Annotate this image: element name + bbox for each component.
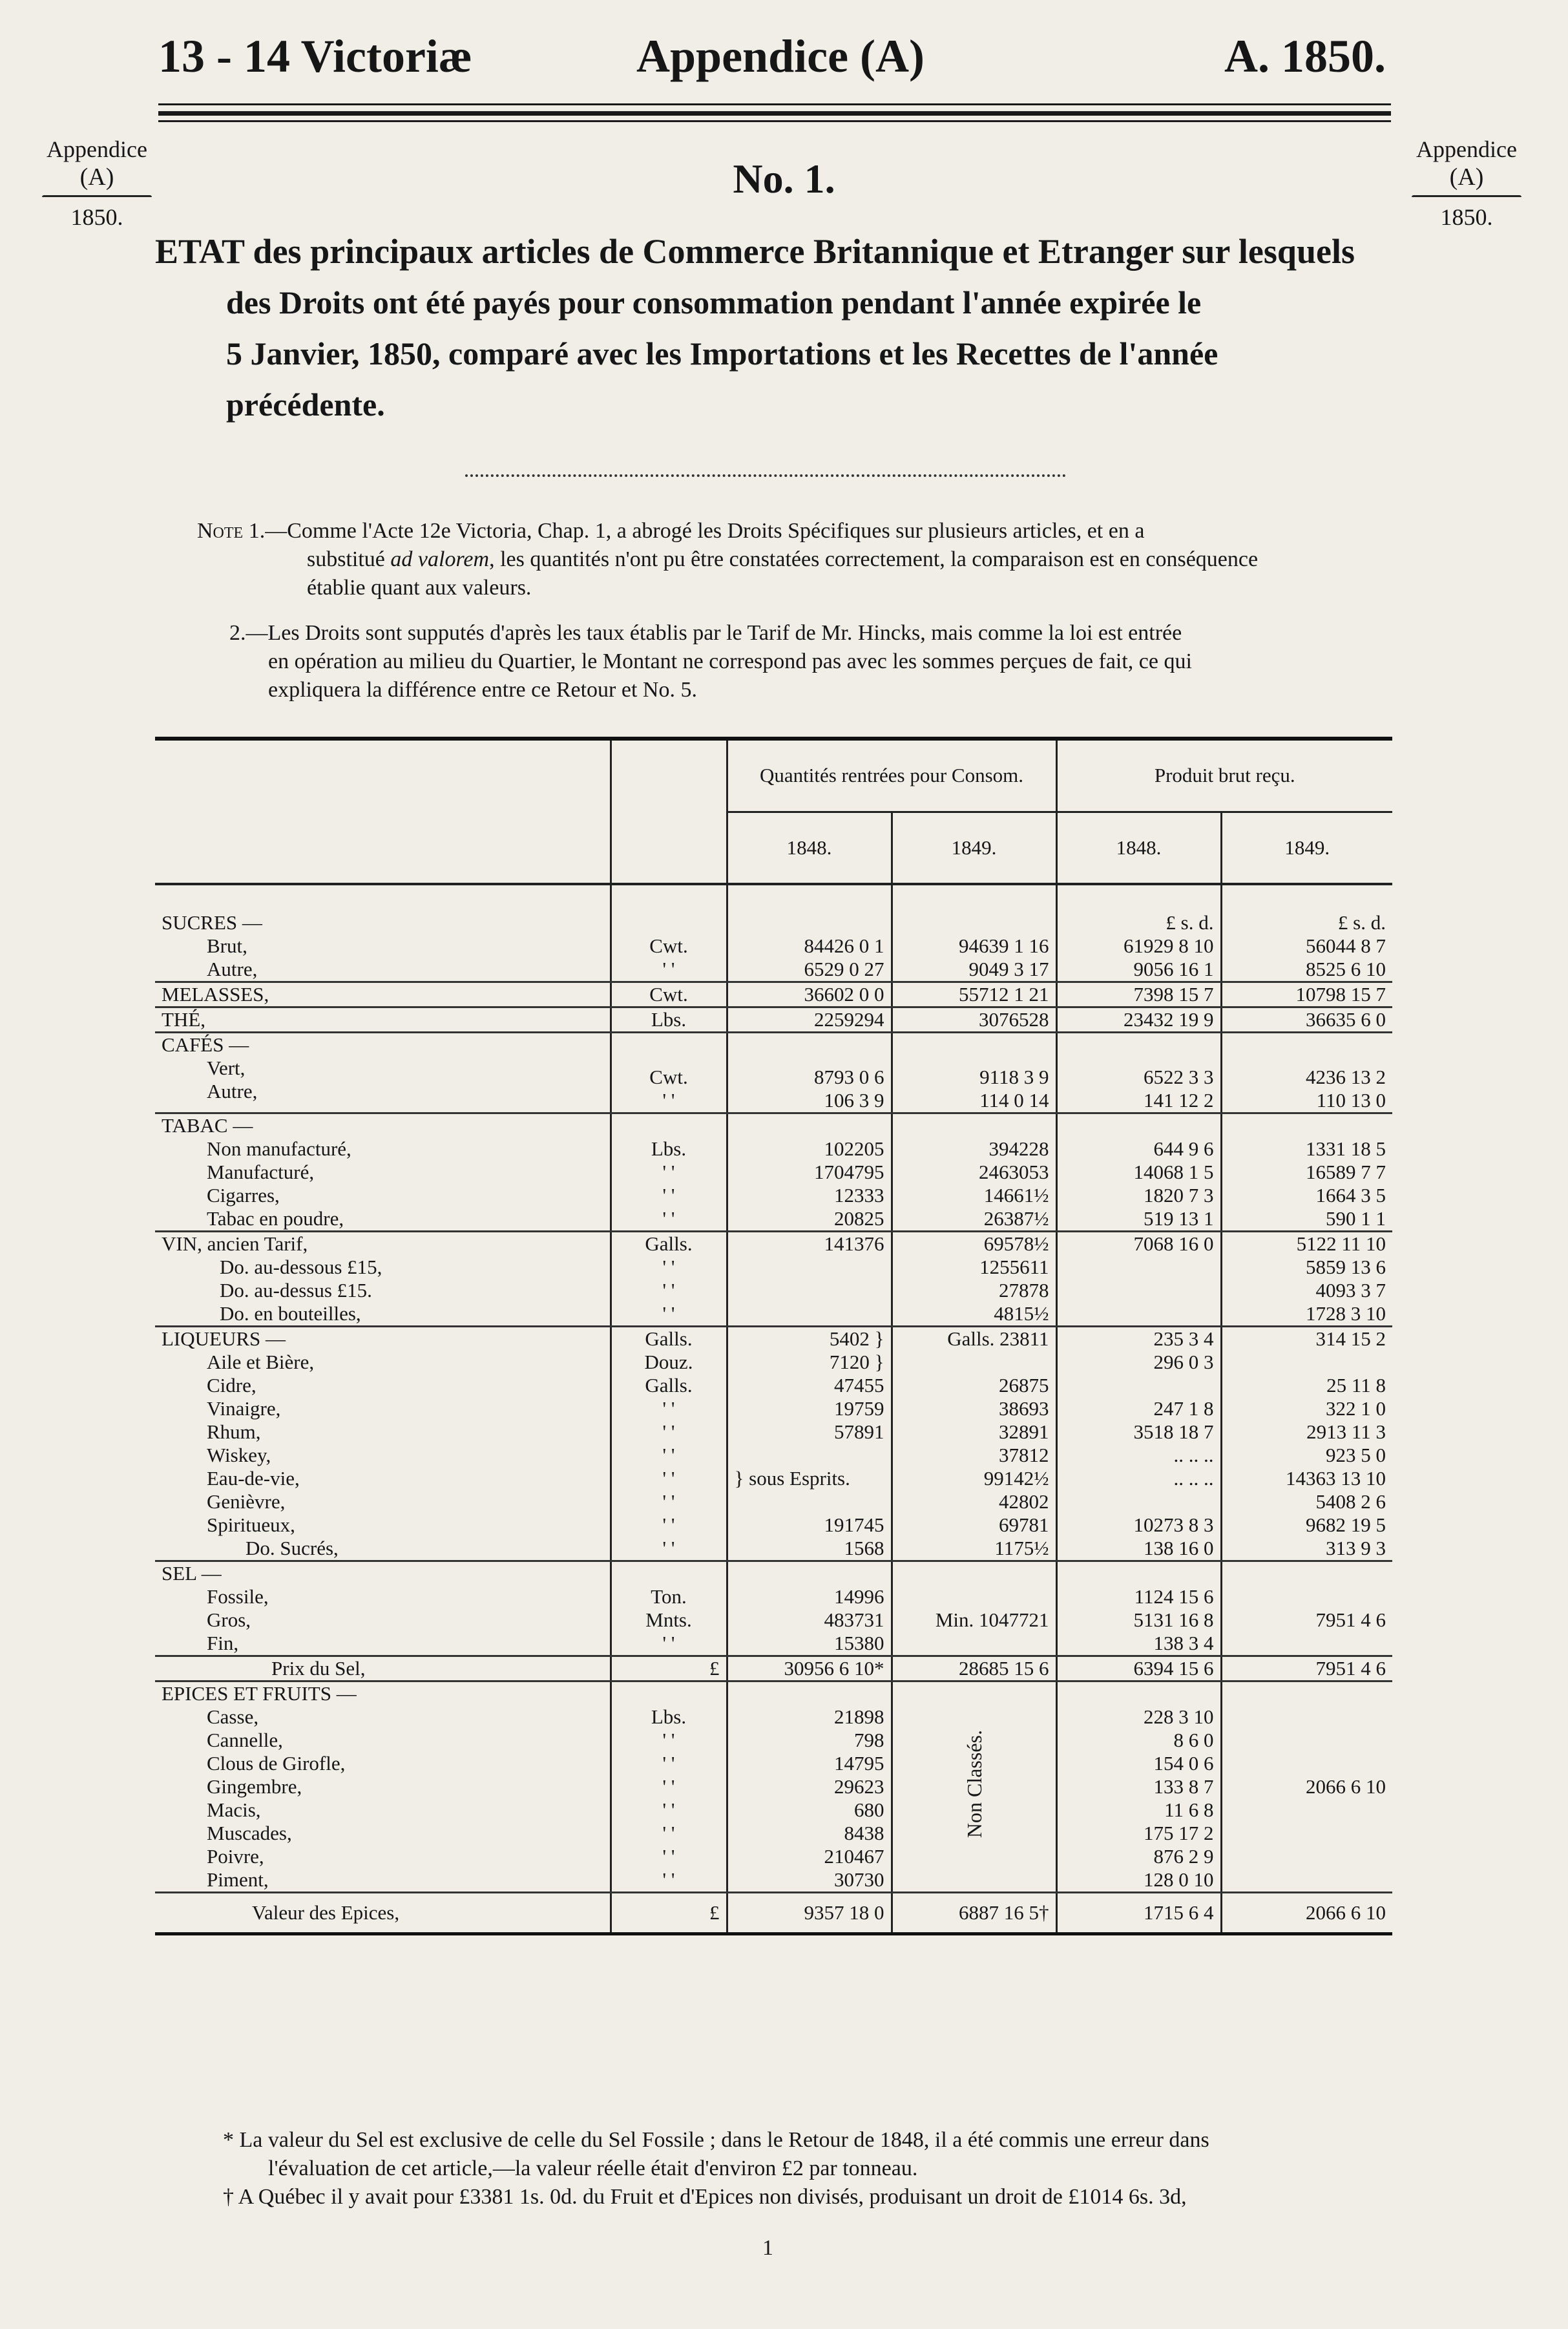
money-header: £ s. d. [1337,911,1386,934]
cell: 30730 [834,1868,884,1891]
cell: 210467 [824,1845,884,1868]
unit: ' ' [662,1444,675,1466]
table-year-row [155,812,1392,884]
row-label: Cigarres, [207,1184,280,1207]
cell: } sous Esprits. [734,1467,850,1490]
row-label: Fossile, [207,1585,269,1608]
row-label: Gros, [207,1608,251,1631]
cell: 10798 15 7 [1221,982,1392,1007]
cell: 7120 } [829,1351,884,1373]
cell: 20825 [834,1207,884,1230]
row-label: Do. au-dessus £15. [220,1279,372,1302]
row-label: Do. au-dessous £15, [220,1256,382,1278]
margin-letter: (A) [1449,163,1484,191]
cell: 1704795 [814,1161,884,1183]
note-1-line-2b: , les quantités n'ont pu être constatées correctement, la comparaison est en conséquence [489,547,1259,571]
page-number: 1 [762,2236,773,2260]
unit: ' ' [662,1161,675,1183]
unit: ' ' [662,1845,675,1868]
cell: 133 8 7 [1153,1775,1214,1798]
row-label: Brut, [207,934,247,957]
row-label: Manufacturé, [207,1161,315,1183]
cell: 128 0 10 [1144,1868,1214,1891]
unit: Galls. [645,1374,693,1396]
note-1 [197,517,1392,602]
cell: 61929 8 10 [1124,934,1214,957]
cell: 3518 18 7 [1133,1420,1214,1443]
cell: 9056 16 1 [1133,958,1214,980]
unit: Galls. [645,1327,693,1350]
header-rule-top [158,103,1391,105]
header-rule-thick [158,111,1391,116]
cell: 69578½ [983,1232,1049,1255]
table-row-sel [155,1561,1392,1656]
cell: 175 17 2 [1144,1822,1214,1844]
cell: 14661½ [983,1184,1049,1207]
unit: ' ' [662,1752,675,1775]
cell: 8793 0 6 [814,1066,884,1088]
cell: 99142½ [983,1467,1049,1490]
cell: 6394 15 6 [1056,1656,1221,1681]
row-label: Aile et Bière, [207,1351,315,1373]
cell: 102205 [824,1137,884,1160]
cell: 15380 [834,1632,884,1654]
row-label: Clous de Girofle, [207,1752,346,1775]
cell: 7068 16 0 [1133,1232,1214,1255]
cell: 2066 6 10 [1221,1893,1392,1934]
cell: .. .. .. [1173,1467,1214,1490]
table-header-row [155,739,1392,812]
title-line-4: précédente. [226,386,385,423]
table-row-the [155,1007,1392,1033]
title-line-1: ETAT des principaux articles de Commerce Britannique et Etranger sur lesquels [155,232,1355,271]
cell: 1820 7 3 [1144,1184,1214,1207]
row-label: Autre, [207,958,258,980]
note-1-line-3: établie quant aux valeurs. [307,576,532,600]
margin-year: 1850. [70,204,123,230]
cell: 12333 [834,1184,884,1207]
footnote-1-line-2: l'évaluation de cet article,—la valeur réelle était d'environ £2 par tonneau. [268,2156,918,2180]
decorative-wavy-rule [465,465,1066,477]
cell: 7398 15 7 [1056,982,1221,1007]
unit: Ton. [651,1585,687,1608]
unit: ' ' [662,1775,675,1798]
cell: Min. 1047721 [935,1608,1049,1631]
unit: Lbs. [651,1137,687,1160]
row-label: VIN, ancien Tarif, [162,1232,308,1255]
cell: 8525 6 10 [1306,958,1386,980]
row-label: Autre, [207,1080,258,1102]
cell: 5122 11 10 [1296,1232,1386,1255]
cell: 36602 0 0 [727,982,892,1007]
cell: 235 3 4 [1153,1327,1214,1350]
cell: .. .. .. [1173,1444,1214,1466]
row-label: Valeur des Epices, [252,1901,400,1924]
unit: Mnts. [645,1608,692,1631]
row-label: Gingembre, [207,1775,302,1798]
cell: 84426 0 1 [804,934,884,957]
cell: 16589 7 7 [1306,1161,1386,1183]
row-label: Piment, [207,1868,269,1891]
cell: 42802 [999,1490,1049,1513]
cell: 2259294 [727,1007,892,1033]
header-center: Appendice (A) [636,30,925,82]
row-label: Eau-de-vie, [207,1467,300,1490]
cell: 14996 [834,1585,884,1608]
cell: 4093 3 7 [1315,1279,1386,1302]
unit: ' ' [662,1490,675,1513]
cell: 28685 15 6 [892,1656,1056,1681]
row-label: Poivre, [207,1845,264,1868]
vertical-label: Non Classés. [962,1730,986,1839]
year-prod-1849: 1849. [1221,812,1392,884]
cell: 680 [854,1798,884,1821]
cell: 1255611 [979,1256,1049,1278]
margin-year: 1850. [1440,204,1493,230]
cell: 10273 8 3 [1133,1513,1214,1536]
cell: 1331 18 5 [1306,1137,1386,1160]
cell: 37812 [999,1444,1049,1466]
row-label: Non manufacturé, [207,1137,351,1160]
cell: 32891 [999,1420,1049,1443]
cell: 923 5 0 [1326,1444,1386,1466]
cell: 56044 8 7 [1306,934,1386,957]
cell: 26387½ [983,1207,1049,1230]
cell: 228 3 10 [1144,1705,1214,1728]
cell: 138 16 0 [1144,1537,1214,1559]
table-row-epices [155,1681,1392,1893]
cell: 19759 [834,1397,884,1420]
row-label: Casse, [207,1705,259,1728]
unit: ' ' [662,1207,675,1230]
note-2-line-1: 2.—Les Droits sont supputés d'après les taux établis par le Tarif de Mr. Hincks, mais comme la loi est entrée [229,621,1182,645]
cell: 798 [854,1729,884,1751]
section-title: SUCRES — [162,911,262,934]
row-label: Cannelle, [207,1729,283,1751]
row-label: Fin, [207,1632,239,1654]
cell: 7951 4 6 [1221,1656,1392,1681]
unit: ' ' [662,1397,675,1420]
row-label: Tabac en poudre, [207,1207,344,1230]
cell: 21898 [834,1705,884,1728]
money-header: £ s. d. [1166,911,1214,934]
cell: 5859 13 6 [1306,1256,1386,1278]
unit: ' ' [662,1184,675,1207]
doc-number: No. 1. [733,156,835,202]
unit: Lbs. [651,1705,687,1728]
table-row-valeur-epices [155,1893,1392,1934]
cell: 4815½ [994,1302,1049,1325]
cell: 9357 18 0 [727,1893,892,1934]
cell: 1715 6 4 [1056,1893,1221,1934]
footnote-1-line-1: * La valeur du Sel est exclusive de celle du Sel Fossile ; dans le Retour de 1848, il a été commis une erreur dans [223,2128,1209,2152]
cell: 14363 13 10 [1286,1467,1386,1490]
table-row-sucres [155,884,1392,982]
cell: 1175½ [994,1537,1049,1559]
section-title: THÉ, [155,1007,611,1033]
cell: 154 0 6 [1153,1752,1214,1775]
row-label: Do. en bouteilles, [220,1302,361,1325]
unit: ' ' [662,1302,675,1325]
section-title: MELASSES, [155,982,611,1007]
cell: 55712 1 21 [892,982,1056,1007]
doc-title [155,226,1383,430]
unit: ' ' [662,1089,675,1112]
unit: Douz. [644,1351,693,1373]
cell: 314 15 2 [1315,1327,1386,1350]
unit: Galls. [645,1232,693,1255]
commerce-table [155,737,1392,1935]
unit: ' ' [662,1467,675,1490]
margin-letter: (A) [79,163,114,191]
cell: 2913 11 3 [1306,1420,1386,1443]
cell: 1568 [844,1537,884,1559]
unit: Lbs. [611,1007,727,1033]
cell: 644 9 6 [1153,1137,1214,1160]
section-title: LIQUEURS — [162,1327,286,1350]
header-quantities: Quantités rentrées pour Consom. [727,739,1056,812]
row-label: Cidre, [207,1374,256,1396]
footnotes [223,2126,1405,2211]
cell: Galls. 23811 [947,1327,1049,1350]
row-label: Wiskey, [207,1444,271,1466]
cell [735,1444,884,1467]
unit: ' ' [662,1729,675,1751]
unit: Cwt. [649,934,688,957]
cell: 29623 [834,1775,884,1798]
unit: £ [611,1656,727,1681]
cell: 5408 2 6 [1315,1490,1386,1513]
cell: 5402 } [829,1327,884,1350]
table-row-cafes [155,1033,1392,1113]
unit: ' ' [662,1420,675,1443]
cell: 9049 3 17 [968,958,1049,980]
cell: 30956 6 10* [727,1656,892,1681]
row-label: Rhum, [207,1420,261,1443]
table-row-tabac [155,1113,1392,1232]
year-qty-1849: 1849. [892,812,1056,884]
note-1-label: Note 1. [197,519,266,543]
row-label: Muscades, [207,1822,292,1844]
cell: 141 12 2 [1144,1089,1214,1112]
row-label: Vinaigre, [207,1397,281,1420]
cell: 69781 [999,1513,1049,1536]
cell: 6529 0 27 [804,958,884,980]
section-title: CAFÉS — [162,1033,249,1056]
cell: 23432 19 9 [1056,1007,1221,1033]
cell: 6522 3 3 [1144,1066,1214,1088]
footnote-2: † A Québec il y avait pour £3381 1s. 0d. du Fruit et d'Epices non divisés, produisant un droit de £1014 6s. 3d, [223,2185,1187,2209]
margin-label: Appendice [47,136,147,162]
cell: 94639 1 16 [959,934,1049,957]
cell [1064,1374,1214,1397]
cell: 2066 6 10 [1306,1775,1386,1798]
title-line-3: 5 Janvier, 1850, comparé avec les Importations et les Recettes de l'année [226,335,1218,372]
note-1-line-1: —Comme l'Acte 12e Victoria, Chap. 1, a abrogé les Droits Spécifiques sur plusieurs articles, et en a [265,519,1145,543]
cell: 110 13 0 [1316,1089,1386,1112]
cell: 6887 16 5† [892,1893,1056,1934]
cell: 8 6 0 [1173,1729,1214,1751]
section-title: EPICES ET FRUITS — [162,1682,357,1705]
cell: 14795 [834,1752,884,1775]
unit: ' ' [662,1632,675,1654]
cell: 27878 [999,1279,1049,1302]
table-row-vin [155,1232,1392,1327]
unit: £ [611,1893,727,1934]
note-1-italic: ad valorem [390,547,490,571]
unit: ' ' [662,1868,675,1891]
margin-label: Appendice [1416,136,1517,162]
cell: 313 9 3 [1326,1537,1386,1559]
cell: 141376 [824,1232,884,1255]
cell: 9682 19 5 [1306,1513,1386,1536]
row-label: Macis, [207,1798,261,1821]
cell [1064,1490,1214,1513]
unit: Cwt. [649,1066,688,1088]
year-prod-1848: 1848. [1056,812,1221,884]
cell: 1664 3 5 [1315,1184,1386,1207]
cell: 191745 [824,1513,884,1536]
header-produit: Produit brut reçu. [1056,739,1392,812]
cell: 38693 [999,1397,1049,1420]
header-left: 13 - 14 Victoriæ [158,30,472,82]
cell: 8438 [844,1822,884,1844]
table-row-prix-sel [155,1656,1392,1681]
unit: ' ' [662,958,675,980]
section-title: SEL — [162,1562,222,1585]
cell: 9118 3 9 [979,1066,1049,1088]
cell: 5131 16 8 [1133,1608,1214,1631]
cell: 106 3 9 [824,1089,884,1112]
table-row-melasses [155,982,1392,1007]
unit: ' ' [662,1822,675,1844]
unit: ' ' [662,1256,675,1278]
section-title: TABAC — [162,1114,253,1137]
row-label: Genièvre, [207,1490,286,1513]
cell: 519 13 1 [1144,1207,1214,1230]
cell: 394228 [988,1137,1049,1160]
unit: ' ' [662,1279,675,1302]
cell: 1124 15 6 [1134,1585,1214,1608]
cell: 36635 6 0 [1221,1007,1392,1033]
cell: 3076528 [892,1007,1056,1033]
cell: 25 11 8 [1326,1374,1386,1396]
cell: 322 1 0 [1326,1397,1386,1420]
cell: 47455 [834,1374,884,1396]
cell: 14068 1 5 [1133,1161,1214,1183]
row-label: Spiritueux, [207,1513,295,1536]
note-1-line-2a: substitué [307,547,391,571]
cell: 247 1 8 [1153,1397,1214,1420]
unit: ' ' [662,1537,675,1559]
note-2-line-2: en opération au milieu du Quartier, le Montant ne correspond pas avec les sommes perçues de fait, ce qui [268,649,1192,673]
note-2-line-3: expliquera la différence entre ce Retour et No. 5. [268,678,697,702]
cell: 114 0 14 [979,1089,1049,1112]
cell [1229,1351,1386,1374]
cell [735,1490,884,1513]
cell: 57891 [834,1420,884,1443]
cell: 26875 [999,1374,1049,1396]
title-line-2: des Droits ont été payés pour consommation pendant l'année expirée le [226,284,1202,321]
row-label: Do. Sucrés, [246,1537,339,1559]
cell: 138 3 4 [1153,1632,1214,1654]
cell: 11 6 8 [1164,1798,1214,1821]
cell: 590 1 1 [1326,1207,1386,1230]
year-qty-1848: 1848. [727,812,892,884]
row-label: Prix du Sel, [155,1656,611,1681]
row-label: Vert, [207,1057,246,1079]
cell: 4236 13 2 [1306,1066,1386,1088]
note-2 [229,619,1392,704]
table-row-liqueurs [155,1327,1392,1561]
cell [899,1351,1049,1374]
header-right: A. 1850. [1224,30,1386,82]
cell: 876 2 9 [1153,1845,1214,1868]
header-rule-bottom [158,120,1391,122]
unit: ' ' [662,1513,675,1536]
cell: 483731 [824,1608,884,1631]
cell: 7951 4 6 [1315,1608,1386,1631]
cell: 1728 3 10 [1306,1302,1386,1325]
cell: 2463053 [979,1161,1049,1183]
cell: 296 0 3 [1153,1351,1214,1373]
unit: ' ' [662,1798,675,1821]
unit: Cwt. [611,982,727,1007]
